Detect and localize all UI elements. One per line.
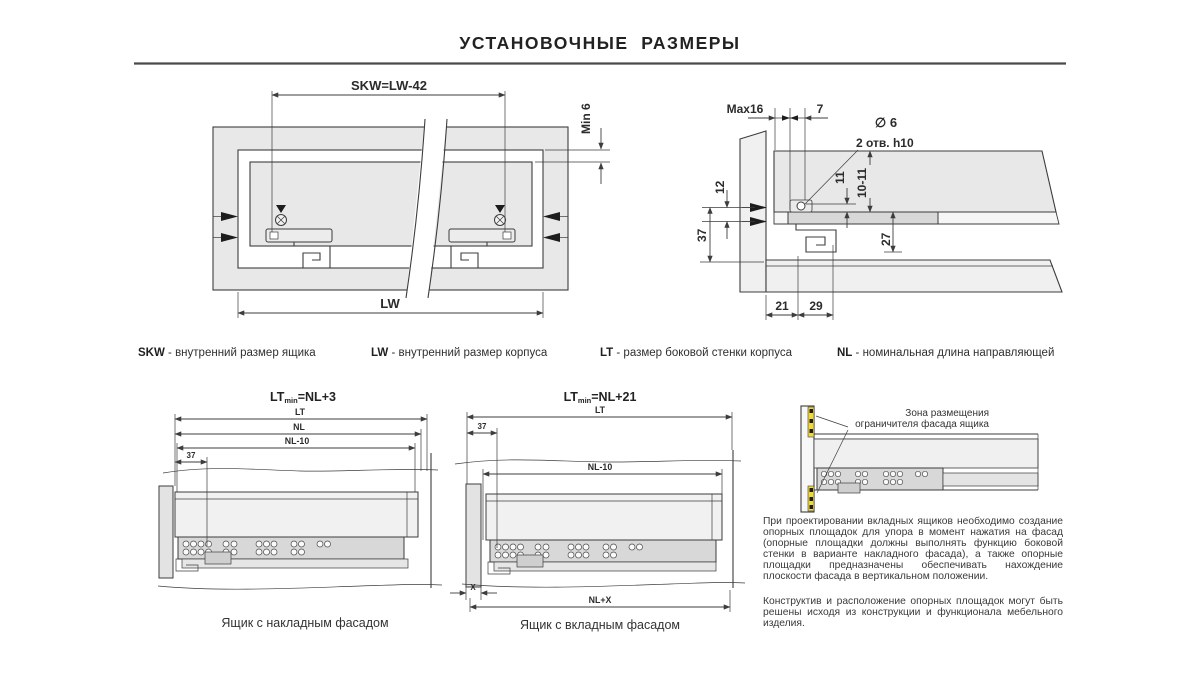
legend-nl-abbr: NL	[837, 347, 853, 359]
dim-37-left-label: 37	[477, 422, 487, 431]
dim-nl-label: NL	[293, 422, 305, 432]
dim-nlx-label: NL+X	[588, 595, 612, 605]
dim-nl10-label: NL-10	[587, 462, 613, 472]
dim-7-label: 7	[816, 102, 824, 116]
formula-sub: min	[284, 396, 298, 405]
legend-lw	[371, 347, 547, 359]
note-paragraph-2: Конструктив и расположение опорных площадок могут быть решены исходя из конструкции и функционала мебельного изделия.	[763, 596, 1063, 629]
legend-nl-desc: - номинальная длина направляющей	[855, 347, 1055, 359]
zone-label-line2: ограничителя фасада ящика	[855, 418, 989, 430]
dim-21-label: 21	[775, 299, 789, 313]
dim-x-label: X	[470, 583, 476, 592]
page-title: УСТАНОВОЧНЫЕ РАЗМЕРЫ	[459, 33, 741, 53]
legend-lt-abbr: LT	[600, 347, 614, 359]
note-paragraph-1: При проектировании вкладных ящиков необходимо создание опорных площадок для упора в момент нажатия на фасад (опорные площадки должны выполнять функцию боковой стенки в варианте накладного фасада), а также опорные площадки предназначены обеспечивать нахождение плоскости фасада в вертикальном положении.	[763, 516, 1063, 582]
formula-base: LT	[563, 390, 578, 404]
front-section-diagram	[213, 78, 610, 318]
inset-drawer-formula	[564, 390, 637, 405]
hole-note-label: 2 отв. h10	[856, 136, 914, 150]
overlay-drawer-formula	[270, 390, 336, 405]
dim-lw-label: LW	[380, 296, 400, 311]
dim-max16-label: Max16	[726, 102, 764, 116]
dim-27-label: 27	[879, 232, 893, 246]
formula-rest: =NL+3	[297, 390, 336, 404]
formula-rest: =NL+21	[591, 390, 637, 404]
overlay-drawer-caption: Ящик с накладным фасадом	[221, 616, 389, 630]
facade-stop-zone-label	[855, 409, 989, 430]
inset-drawer-diagram	[450, 405, 745, 612]
dim-12-label: 12	[713, 180, 727, 194]
dim-skw-label: SKW=LW-42	[351, 78, 427, 93]
legend-lt-desc: - размер боковой стенки корпуса	[616, 347, 793, 359]
dim-lt-label: LT	[294, 407, 306, 417]
dim-11-label: 11	[833, 171, 847, 184]
hole-diameter-label: ∅ 6	[874, 115, 898, 130]
legend-lt	[600, 347, 792, 359]
formula-sub: min	[577, 396, 592, 405]
formula-base: LT	[270, 390, 285, 404]
inset-drawer-caption: Ящик с вкладным фасадом	[520, 618, 680, 632]
legend-lw-abbr: LW	[371, 347, 389, 359]
legend-nl	[837, 347, 1054, 359]
dim-min6-label: Min 6	[579, 103, 593, 134]
legend-skw-desc: - внутренний размер ящика	[168, 347, 316, 359]
legend-skw-abbr: SKW	[138, 347, 165, 359]
corner-detail-diagram	[695, 102, 1062, 320]
dim-37-label: 37	[695, 228, 709, 242]
dim-10-11-label: 10-11	[855, 167, 869, 198]
dim-37-left-label: 37	[186, 451, 196, 460]
legend-lw-desc: - внутренний размер корпуса	[391, 347, 548, 359]
zone-label-line1: Зона размещения	[905, 408, 989, 419]
overlay-drawer-diagram	[158, 407, 442, 589]
dim-29-label: 29	[809, 299, 823, 313]
dim-nl10-label: NL-10	[284, 436, 310, 446]
dim-lt-label: LT	[594, 405, 606, 415]
legend-skw	[138, 347, 316, 359]
